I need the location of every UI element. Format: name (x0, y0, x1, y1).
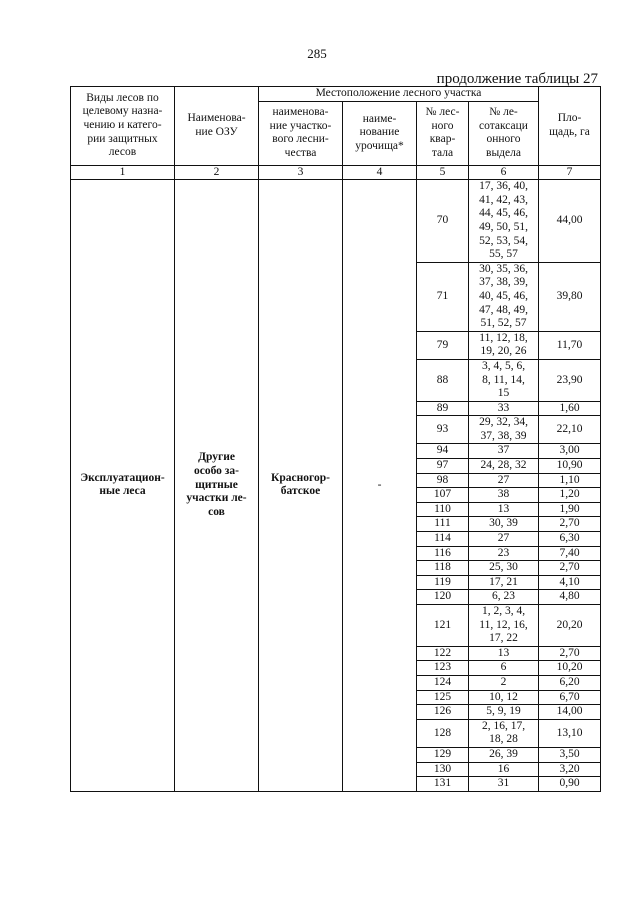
area-cell: 44,00 (539, 180, 601, 263)
area-cell: 11,70 (539, 331, 601, 359)
vydel-cell: 5, 9, 19 (469, 705, 539, 720)
vydel-cell: 23 (469, 546, 539, 561)
kvartal-cell: 123 (417, 661, 469, 676)
kvartal-cell: 111 (417, 517, 469, 532)
kvartal-cell: 121 (417, 605, 469, 647)
header-tract: наиме- нование урочища* (343, 101, 417, 165)
vydel-cell: 6, 23 (469, 590, 539, 605)
header-area: Пло- щадь, га (539, 87, 601, 166)
header-vydel: № ле- сотаксаци онного выдела (469, 101, 539, 165)
kvartal-cell: 124 (417, 675, 469, 690)
page-number: 285 (307, 46, 327, 61)
kvartal-cell: 130 (417, 762, 469, 777)
kvartal-cell: 71 (417, 262, 469, 331)
area-cell: 2,70 (539, 646, 601, 661)
ozu-name-cell: Другие особо за- щитные участки ле- сов (175, 180, 259, 792)
kvartal-cell: 125 (417, 690, 469, 705)
column-number: 1 (71, 165, 175, 180)
column-number: 6 (469, 165, 539, 180)
vydel-cell: 29, 32, 34, 37, 38, 39 (469, 416, 539, 444)
kvartal-cell: 119 (417, 575, 469, 590)
vydel-cell: 27 (469, 473, 539, 488)
kvartal-cell: 126 (417, 705, 469, 720)
area-cell: 20,20 (539, 605, 601, 647)
kvartal-cell: 131 (417, 777, 469, 792)
area-cell: 3,00 (539, 444, 601, 459)
column-number: 4 (343, 165, 417, 180)
kvartal-cell: 122 (417, 646, 469, 661)
area-cell: 6,20 (539, 675, 601, 690)
area-cell: 13,10 (539, 719, 601, 747)
kvartal-cell: 114 (417, 532, 469, 547)
kvartal-cell: 94 (417, 444, 469, 459)
area-cell: 39,80 (539, 262, 601, 331)
table-continuation-label: продолжение таблицы 27 (436, 71, 598, 87)
column-number: 2 (175, 165, 259, 180)
area-cell: 10,20 (539, 661, 601, 676)
area-cell: 6,70 (539, 690, 601, 705)
district-cell: Красногор- батское (259, 180, 343, 792)
area-cell: 2,70 (539, 561, 601, 576)
vydel-cell: 33 (469, 401, 539, 416)
vydel-cell: 13 (469, 502, 539, 517)
tract-cell: - (343, 180, 417, 792)
vydel-cell: 10, 12 (469, 690, 539, 705)
kvartal-cell: 107 (417, 488, 469, 503)
area-cell: 6,30 (539, 532, 601, 547)
forest-plots-table (70, 86, 601, 792)
kvartal-cell: 118 (417, 561, 469, 576)
kvartal-cell: 89 (417, 401, 469, 416)
vydel-cell: 24, 28, 32 (469, 459, 539, 474)
vydel-cell: 37 (469, 444, 539, 459)
vydel-cell: 3, 4, 5, 6, 8, 11, 14, 15 (469, 359, 539, 401)
kvartal-cell: 70 (417, 180, 469, 263)
vydel-cell: 30, 39 (469, 517, 539, 532)
vydel-cell: 1, 2, 3, 4, 11, 12, 16, 17, 22 (469, 605, 539, 647)
vydel-cell: 6 (469, 661, 539, 676)
header-forest-type: Виды лесов по целевому назна- чению и катего- рии защитных лесов (71, 87, 175, 166)
area-cell: 2,70 (539, 517, 601, 532)
vydel-cell: 17, 21 (469, 575, 539, 590)
vydel-cell: 38 (469, 488, 539, 503)
vydel-cell: 26, 39 (469, 747, 539, 762)
column-number: 3 (259, 165, 343, 180)
table-row (71, 180, 601, 263)
kvartal-cell: 98 (417, 473, 469, 488)
kvartal-cell: 129 (417, 747, 469, 762)
area-cell: 4,10 (539, 575, 601, 590)
vydel-cell: 11, 12, 18, 19, 20, 26 (469, 331, 539, 359)
vydel-cell: 2, 16, 17, 18, 28 (469, 719, 539, 747)
vydel-cell: 30, 35, 36, 37, 38, 39, 40, 45, 46, 47, 48, 49, 51, 52, 57 (469, 262, 539, 331)
forest-type-cell: Эксплуатацион- ные леса (71, 180, 175, 792)
column-number: 5 (417, 165, 469, 180)
vydel-cell: 13 (469, 646, 539, 661)
kvartal-cell: 128 (417, 719, 469, 747)
area-cell: 1,20 (539, 488, 601, 503)
vydel-cell: 16 (469, 762, 539, 777)
vydel-cell: 17, 36, 40, 41, 42, 43, 44, 45, 46, 49, 50, 51, 52, 53, 54, 55, 57 (469, 180, 539, 263)
area-cell: 23,90 (539, 359, 601, 401)
area-cell: 0,90 (539, 777, 601, 792)
kvartal-cell: 97 (417, 459, 469, 474)
column-number: 7 (539, 165, 601, 180)
vydel-cell: 31 (469, 777, 539, 792)
kvartal-cell: 116 (417, 546, 469, 561)
kvartal-cell: 88 (417, 359, 469, 401)
kvartal-cell: 93 (417, 416, 469, 444)
vydel-cell: 2 (469, 675, 539, 690)
kvartal-cell: 110 (417, 502, 469, 517)
area-cell: 3,20 (539, 762, 601, 777)
area-cell: 1,90 (539, 502, 601, 517)
area-cell: 3,50 (539, 747, 601, 762)
column-numbers-row (71, 165, 601, 180)
header-location-group: Местоположение лесного участка (259, 87, 539, 102)
vydel-cell: 27 (469, 532, 539, 547)
kvartal-cell: 120 (417, 590, 469, 605)
area-cell: 10,90 (539, 459, 601, 474)
header-district: наименова- ние участко- вого лесни- чества (259, 101, 343, 165)
area-cell: 14,00 (539, 705, 601, 720)
area-cell: 1,60 (539, 401, 601, 416)
area-cell: 7,40 (539, 546, 601, 561)
kvartal-cell: 79 (417, 331, 469, 359)
area-cell: 1,10 (539, 473, 601, 488)
header-kvartal: № лес- ного квар- тала (417, 101, 469, 165)
area-cell: 4,80 (539, 590, 601, 605)
header-ozu-name: Наименова- ние ОЗУ (175, 87, 259, 166)
vydel-cell: 25, 30 (469, 561, 539, 576)
area-cell: 22,10 (539, 416, 601, 444)
